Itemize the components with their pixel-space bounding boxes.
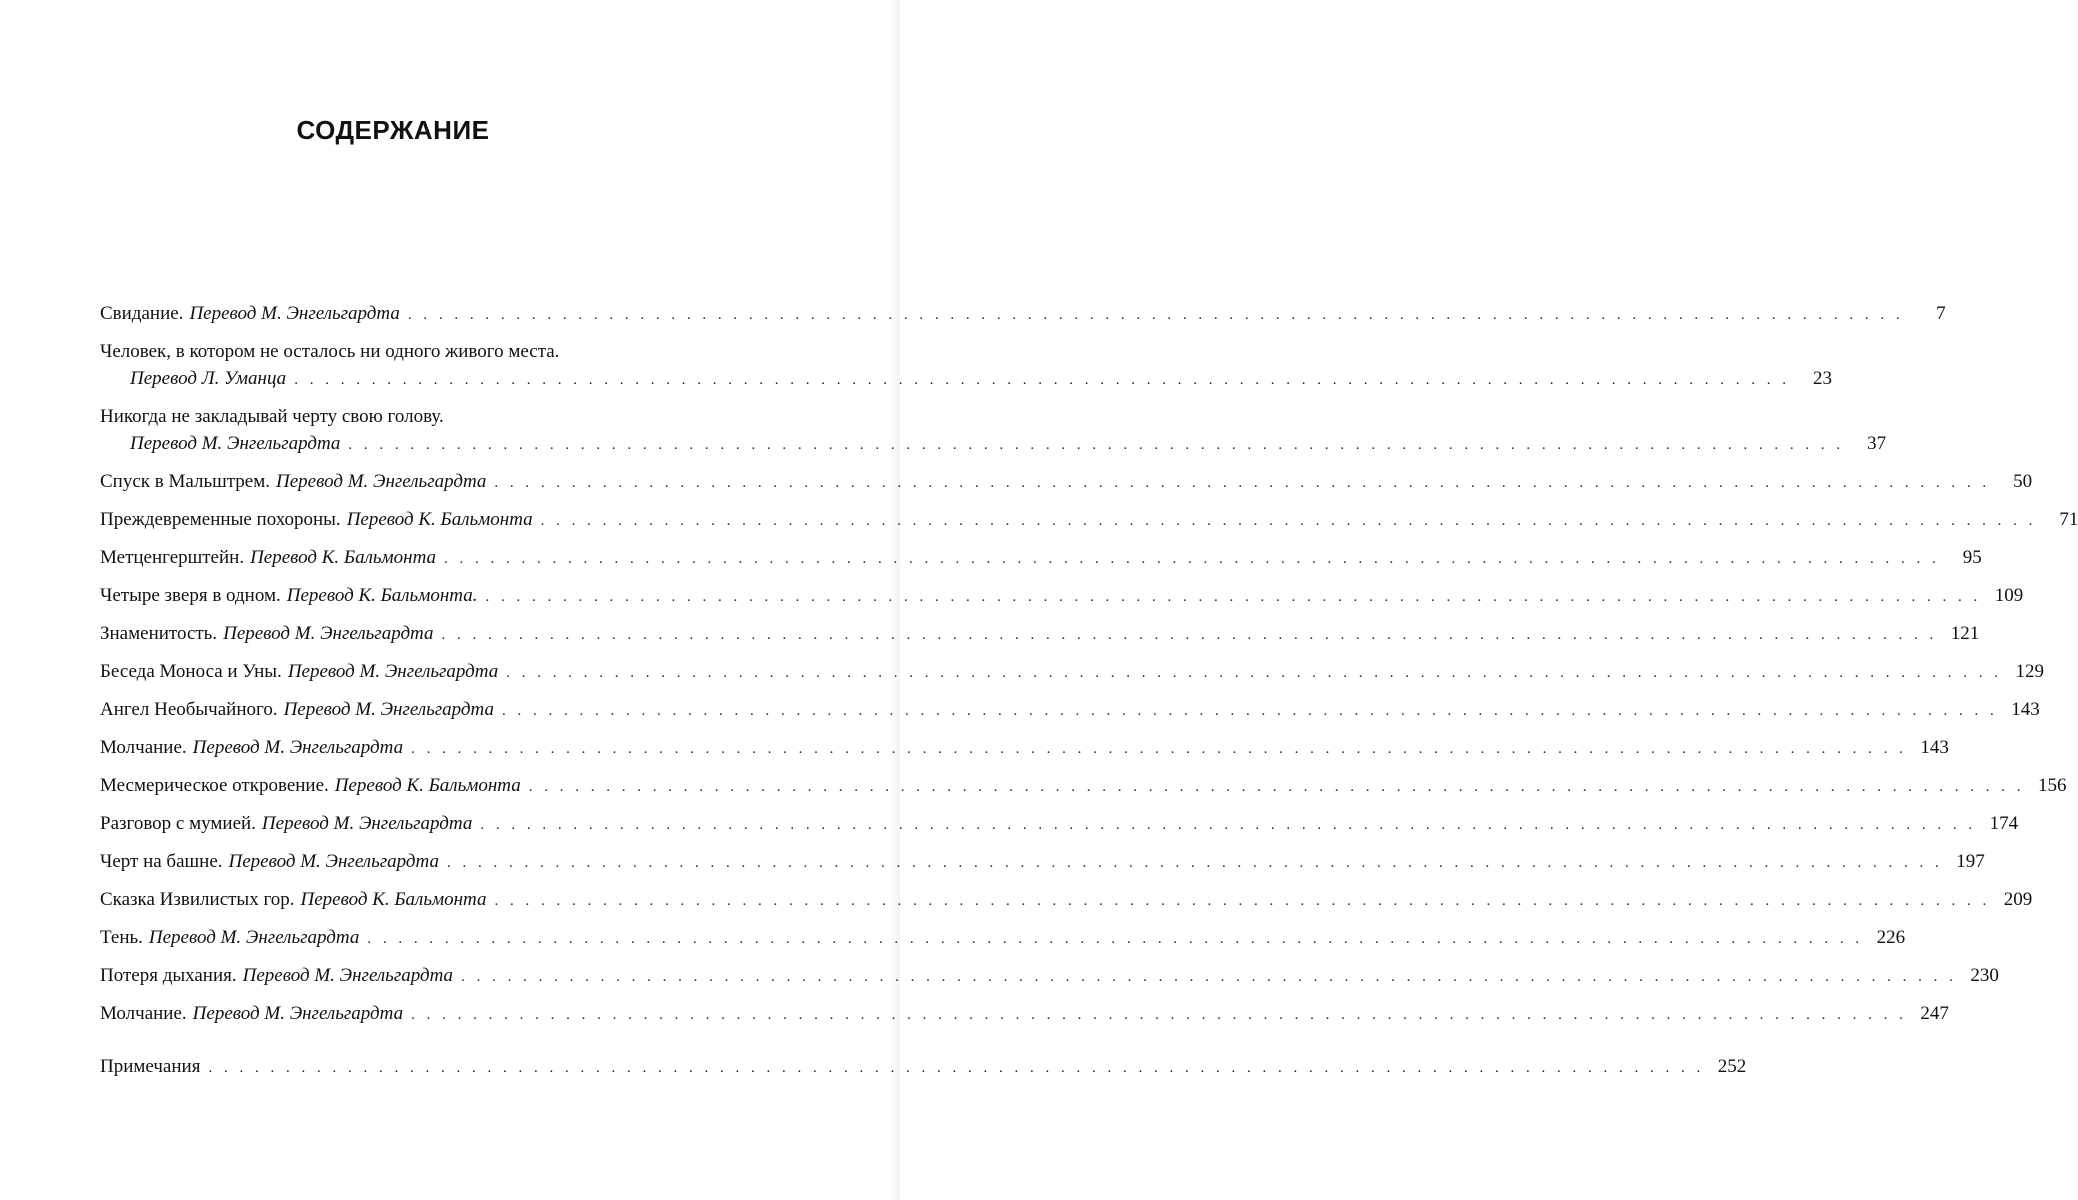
toc-entry-translator: Перевод М. Энгельгардта [223, 623, 434, 644]
toc-entry-translator: Перевод М. Энгельгардта [261, 813, 473, 834]
dot-leader: . . . . . . . . . . . . . . . . . . . . . . . . . . . . . . . . . . . . . . . . . . . . . . . . . . . . . . . . . . . . . . . . . . . . . . . . . . . . . . . . . . . . . . . . . . . . . . . . . [444, 551, 1940, 567]
dot-leader: . . . . . . . . . . . . . . . . . . . . . . . . . . . . . . . . . . . . . . . . . . . . . . . . . . . . . . . . . . . . . . . . . . . . . . . . . . . . . . . . . . . . . . . . . . . . . . . . . [208, 1060, 1705, 1076]
dot-leader: . . . . . . . . . . . . . . . . . . . . . . . . . . . . . . . . . . . . . . . . . . . . . . . . . . . . . . . . . . . . . . . . . . . . . . . . . . . . . . . . . . . . . . . . . . . . . . . . . [494, 475, 1991, 491]
toc-entry [100, 544, 1982, 573]
dot-leader: . . . . . . . . . . . . . . . . . . . . . . . . . . . . . . . . . . . . . . . . . . . . . . . . . . . . . . . . . . . . . . . . . . . . . . . . . . . . . . . . . . . . . . . . . . . . . . . . . [502, 703, 1998, 719]
toc-entry [100, 848, 1985, 877]
toc-entry-title: Сказка Извилистых гор. [100, 889, 295, 910]
toc-entry-title: Беседа Моноса и Уны. [100, 661, 282, 682]
toc-entry-translator: Перевод К. Бальмонта. [286, 585, 478, 606]
toc-entry [100, 734, 1949, 763]
toc-entry-title: Преждевременные похороны. [100, 509, 341, 530]
toc-entry [100, 886, 2033, 915]
toc-line [100, 582, 2024, 611]
toc-entry-translator: Перевод М. Энгельгардта [283, 699, 494, 720]
toc-entry [100, 582, 2024, 611]
toc-entry-page: 7 [1936, 303, 1946, 324]
toc-entry-title: Четыре зверя в одном. [100, 585, 281, 606]
toc-entry-title: Примечания [100, 1056, 201, 1077]
dot-leader: . . . . . . . . . . . . . . . . . . . . . . . . . . . . . . . . . . . . . . . . . . . . . . . . . . . . . . . . . . . . . . . . . . . . . . . . . . . . . . . . . . . . . . . . . . . . . . . . . [348, 437, 1845, 453]
toc-entry-page: 23 [1812, 368, 1832, 389]
toc-entry-translator: Перевод М. Энгельгардта [130, 433, 341, 454]
dot-leader: . . . . . . . . . . . . . . . . . . . . . . . . . . . . . . . . . . . . . . . . . . . . . . . . . . . . . . . . . . . . . . . . . . . . . . . . . . . . . . . . . . . . . . . . . . . . . . . . . [480, 817, 1977, 833]
dot-leader: . . . . . . . . . . . . . . . . . . . . . . . . . . . . . . . . . . . . . . . . . . . . . . . . . . . . . . . . . . . . . . . . . . . . . . . . . . . . . . . . . . . . . . . . . . . . . . . . . [411, 1007, 1907, 1023]
toc-entry-page: 129 [2015, 661, 2044, 682]
toc-entry-notes [100, 1053, 1747, 1082]
toc-entry-page: 197 [1956, 851, 1985, 872]
dot-leader: . . . . . . . . . . . . . . . . . . . . . . . . . . . . . . . . . . . . . . . . . . . . . . . . . . . . . . . . . . . . . . . . . . . . . . . . . . . . . . . . . . . . . . . . . . . . . . . . . [506, 665, 2002, 681]
toc-line [100, 886, 2033, 915]
page-title: СОДЕРЖАНИЕ [296, 115, 490, 146]
toc-line [100, 620, 1980, 649]
toc-entry-page: 121 [1950, 623, 1980, 644]
dot-leader: . . . . . . . . . . . . . . . . . . . . . . . . . . . . . . . . . . . . . . . . . . . . . . . . . . . . . . . . . . . . . . . . . . . . . . . . . . . . . . . . . . . . . . . . . . . . . . . . . [528, 779, 2025, 795]
toc-entry-page: 226 [1876, 927, 1906, 948]
toc-entry-page: 247 [1920, 1003, 1949, 1024]
toc-entry-page: 252 [1717, 1056, 1747, 1077]
toc-line [100, 810, 2019, 839]
toc-entry-translator: Перевод К. Бальмонта [334, 775, 521, 796]
toc-entry-page: 143 [2011, 699, 2040, 720]
toc-line [100, 734, 1949, 763]
toc-line [100, 962, 1999, 991]
dot-leader: . . . . . . . . . . . . . . . . . . . . . . . . . . . . . . . . . . . . . . . . . . . . . . . . . . . . . . . . . . . . . . . . . . . . . . . . . . . . . . . . . . . . . . . . . . . . . . . . . [540, 513, 2037, 529]
toc-entry-translator: Перевод К. Бальмонта [346, 509, 533, 530]
toc-entry-translator: Перевод М. Энгельгардта [242, 965, 454, 986]
toc-entry-page: 37 [1867, 433, 1887, 454]
toc-entry-page: 50 [2013, 471, 2033, 492]
toc-entry-translator: Перевод М. Энгельгардта [276, 471, 487, 492]
toc-entry-translator: Перевод К. Бальмонта [300, 889, 487, 910]
toc-line [100, 1000, 1949, 1029]
toc-line [100, 468, 2033, 497]
toc-line [100, 1053, 1747, 1082]
toc-entry [100, 1000, 1949, 1029]
toc-entry [100, 810, 2019, 839]
dot-leader: . . . . . . . . . . . . . . . . . . . . . . . . . . . . . . . . . . . . . . . . . . . . . . . . . . . . . . . . . . . . . . . . . . . . . . . . . . . . . . . . . . . . . . . . . . . . . . . . . [294, 372, 1790, 388]
toc-entry [100, 506, 2078, 535]
toc-entry [100, 300, 1946, 329]
dot-leader: . . . . . . . . . . . . . . . . . . . . . . . . . . . . . . . . . . . . . . . . . . . . . . . . . . . . . . . . . . . . . . . . . . . . . . . . . . . . . . . . . . . . . . . . . . . . . . . . . [441, 627, 1938, 643]
dot-leader: . . . . . . . . . . . . . . . . . . . . . . . . . . . . . . . . . . . . . . . . . . . . . . . . . . . . . . . . . . . . . . . . . . . . . . . . . . . . . . . . . . . . . . . . . . . . . . . . . [446, 855, 1943, 871]
dot-leader: . . . . . . . . . . . . . . . . . . . . . . . . . . . . . . . . . . . . . . . . . . . . . . . . . . . . . . . . . . . . . . . . . . . . . . . . . . . . . . . . . . . . . . . . . . . . . . . . . [461, 969, 1957, 985]
toc-entry-page: 71 [2059, 509, 2078, 530]
toc-entry-page: 143 [1920, 737, 1949, 758]
toc-entry [100, 924, 1906, 953]
toc-entry [100, 772, 2067, 801]
toc-entry-translator: Перевод Л. Уманца [130, 368, 287, 389]
toc-entry-title: Потеря дыхания. [100, 965, 237, 986]
toc-entry-title: Месмерическое откровение. [100, 775, 329, 796]
toc-line [100, 506, 2078, 535]
toc-line [100, 848, 1985, 877]
dot-leader: . . . . . . . . . . . . . . . . . . . . . . . . . . . . . . . . . . . . . . . . . . . . . . . . . . . . . . . . . . . . . . . . . . . . . . . . . . . . . . . . . . . . . . . . . . . . . . . . . [411, 741, 1907, 757]
toc-entry-translator: Перевод М. Энгельгардта [192, 1003, 404, 1024]
toc-entry-title: Ангел Необычайного. [100, 699, 278, 720]
toc-line [100, 544, 1982, 573]
toc-entry [100, 962, 1999, 991]
toc-line [100, 365, 1832, 394]
toc-entry-title: Знаменитость. [100, 623, 218, 644]
toc-entry-page: 109 [1994, 585, 2024, 606]
toc-entry-translator: Перевод М. Энгельгардта [192, 737, 404, 758]
toc-entry-title: Свидание. [100, 303, 184, 324]
toc-entry-translator: Перевод К. Бальмонта [250, 547, 437, 568]
toc-entry-page: 230 [1970, 965, 1999, 986]
dot-leader: . . . . . . . . . . . . . . . . . . . . . . . . . . . . . . . . . . . . . . . . . . . . . . . . . . . . . . . . . . . . . . . . . . . . . . . . . . . . . . . . . . . . . . . . . . . . . . . . . [407, 307, 1904, 323]
toc-entry-page: 174 [1989, 813, 2019, 834]
toc-line [100, 696, 2040, 725]
toc-entry [100, 696, 2040, 725]
toc-entry-title: Черт на башне. [100, 851, 223, 872]
toc-entry-title: Молчание. [100, 737, 187, 758]
toc-entry-page: 95 [1962, 547, 1982, 568]
toc-entry-page: 209 [2003, 889, 2033, 910]
toc-entry-title: Разговор с мумией. [100, 813, 256, 834]
toc-entry [100, 658, 2044, 687]
toc-entry-page: 156 [2038, 775, 2067, 796]
toc-line [100, 430, 1887, 459]
toc-entry [100, 403, 1887, 459]
dot-leader: . . . . . . . . . . . . . . . . . . . . . . . . . . . . . . . . . . . . . . . . . . . . . . . . . . . . . . . . . . . . . . . . . . . . . . . . . . . . . . . . . . . . . . . . . . . . . . . . . [485, 589, 1982, 605]
toc-entry-translator: Перевод М. Энгельгардта [287, 661, 499, 682]
toc-entry [100, 338, 1832, 394]
toc-entry-translator: Перевод М. Энгельгардта [189, 303, 400, 324]
toc-entry-translator: Перевод М. Энгельгардта [148, 927, 360, 948]
toc-entry [100, 468, 2033, 497]
toc-entry [100, 620, 1980, 649]
toc-entry-title: Метценгерштейн. [100, 547, 245, 568]
toc-entry-translator: Перевод М. Энгельгардта [228, 851, 439, 872]
table-of-contents [100, 300, 2078, 1091]
toc-line [100, 658, 2044, 687]
toc-line [100, 772, 2067, 801]
dot-leader: . . . . . . . . . . . . . . . . . . . . . . . . . . . . . . . . . . . . . . . . . . . . . . . . . . . . . . . . . . . . . . . . . . . . . . . . . . . . . . . . . . . . . . . . . . . . . . . . . [367, 931, 1864, 947]
toc-entry-title: Тень. [100, 927, 143, 948]
toc-entry-title: Молчание. [100, 1003, 187, 1024]
toc-line [100, 924, 1906, 953]
toc-entry-title: Спуск в Мальштрем. [100, 471, 270, 492]
toc-line [100, 300, 1946, 329]
toc-entry-title: Человек, в котором не осталось ни одного живого места. [100, 341, 560, 362]
dot-leader: . . . . . . . . . . . . . . . . . . . . . . . . . . . . . . . . . . . . . . . . . . . . . . . . . . . . . . . . . . . . . . . . . . . . . . . . . . . . . . . . . . . . . . . . . . . . . . . . . [494, 893, 1991, 909]
toc-entry-title: Никогда не закладывай черту свою голову. [100, 406, 444, 427]
